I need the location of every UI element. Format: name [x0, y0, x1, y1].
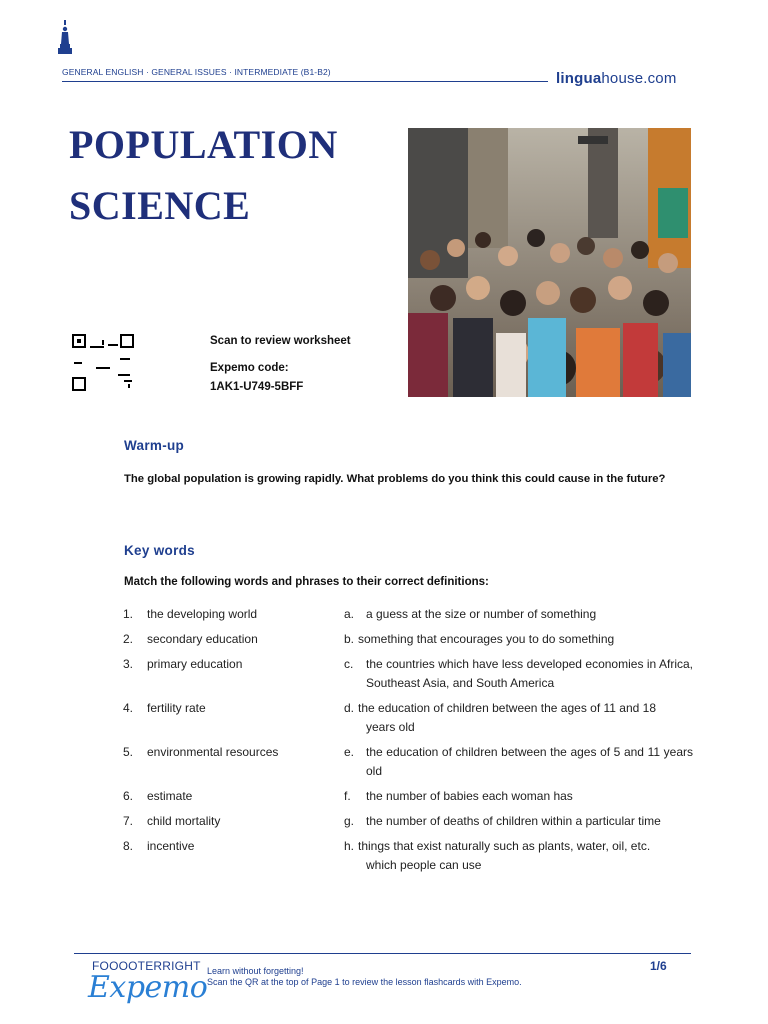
warmup-heading: Warm-up: [124, 438, 185, 453]
item-number: 7.: [123, 814, 134, 828]
qr-code-icon[interactable]: [72, 334, 136, 392]
item-number: 5.: [123, 745, 134, 759]
item-definition: [344, 630, 693, 649]
item-number: 8.: [123, 839, 134, 853]
brand-logo-rest: house.com: [601, 70, 677, 87]
list-item: [123, 605, 693, 624]
list-item: [123, 743, 693, 781]
definition-text-cont: years old: [366, 720, 415, 734]
expemo-code-value: 1AK1-U749-5BFF: [210, 381, 304, 393]
breadcrumb: GENERAL ENGLISH · GENERAL ISSUES · INTERMEDIATE (B1-B2): [62, 67, 331, 77]
list-item: [123, 787, 693, 806]
footer-tagline: [207, 966, 547, 988]
item-definition: [344, 605, 693, 624]
definition-line: [344, 837, 693, 856]
definition-text-cont: which people can use: [366, 858, 482, 872]
item-word: secondary education: [147, 632, 258, 646]
list-item: [123, 699, 693, 737]
matching-list: [123, 605, 693, 881]
definition-text: the education of children between the ages of 11 and 18: [358, 701, 657, 715]
keywords-heading: Key words: [124, 543, 195, 558]
definition-letter: e.: [344, 745, 355, 759]
tagline-line-1: Learn without forgetting!: [207, 966, 304, 976]
expemo-logo: Expemo: [88, 970, 208, 1005]
keywords-instruction: Match the following words and phrases to their correct definitions:: [124, 576, 489, 588]
item-word: incentive: [147, 839, 195, 853]
definition-letter: h.: [344, 839, 355, 853]
brand-logo-bold: lingua: [556, 70, 602, 87]
item-definition: [344, 743, 693, 781]
item-word: fertility rate: [147, 701, 206, 715]
definition-text: a guess at the size or number of something: [366, 607, 597, 621]
item-word: primary education: [147, 657, 243, 671]
item-definition: [344, 837, 693, 875]
item-number: 3.: [123, 657, 134, 671]
item-definition: [344, 812, 693, 831]
definition-text: the countries which have less developed economies in Africa, Southeast Asia, and South America: [366, 657, 693, 690]
item-number: 1.: [123, 607, 134, 621]
item-word: environmental resources: [147, 745, 279, 759]
page-title-line-1: POPULATION: [69, 122, 338, 167]
definition-letter: a.: [344, 607, 355, 621]
definition-letter: g.: [344, 814, 355, 828]
list-item: [123, 655, 693, 693]
item-number: 2.: [123, 632, 134, 646]
brand-logo: [556, 70, 677, 87]
item-word: child mortality: [147, 814, 221, 828]
definition-text: the education of children between the ages of 5 and 11 years old: [366, 745, 693, 778]
definition-line: [344, 699, 693, 718]
item-number: 4.: [123, 701, 134, 715]
page-number: 1/6: [650, 959, 667, 973]
item-word: estimate: [147, 789, 193, 803]
item-definition: [344, 699, 693, 737]
definition-text: something that encourages you to do something: [358, 632, 615, 646]
definition-letter: f.: [344, 789, 351, 803]
list-item: [123, 630, 693, 649]
crowd-photo: [408, 128, 691, 397]
expemo-code-label: Expemo code:: [210, 362, 289, 374]
definition-text: things that exist naturally such as plants, water, oil, etc.: [358, 839, 651, 853]
statue-of-liberty-icon: [58, 20, 72, 54]
definition-text: the number of babies each woman has: [366, 789, 573, 803]
definition-letter: b.: [344, 632, 355, 646]
list-item: [123, 812, 693, 831]
item-definition: [344, 655, 693, 693]
page-title-line-2: SCIENCE: [69, 183, 251, 228]
header-divider: [62, 81, 548, 82]
footer-copyright: FOOOOTERRIGHT: [92, 959, 201, 973]
warmup-question: The global population is growing rapidly. What problems do you think this could cause in the future?: [124, 473, 666, 485]
item-word: the developing world: [147, 607, 258, 621]
tagline-line-2: Scan the QR at the top of Page 1 to review the lesson flashcards with Expemo.: [207, 977, 522, 987]
footer-divider: [74, 953, 691, 954]
qr-scan-label: Scan to review worksheet: [210, 335, 351, 347]
definition-text: the number of deaths of children within a particular time: [366, 814, 661, 828]
item-number: 6.: [123, 789, 134, 803]
definition-letter: d.: [344, 701, 355, 715]
definition-letter: c.: [344, 657, 354, 671]
list-item: [123, 837, 693, 875]
item-definition: [344, 787, 693, 806]
